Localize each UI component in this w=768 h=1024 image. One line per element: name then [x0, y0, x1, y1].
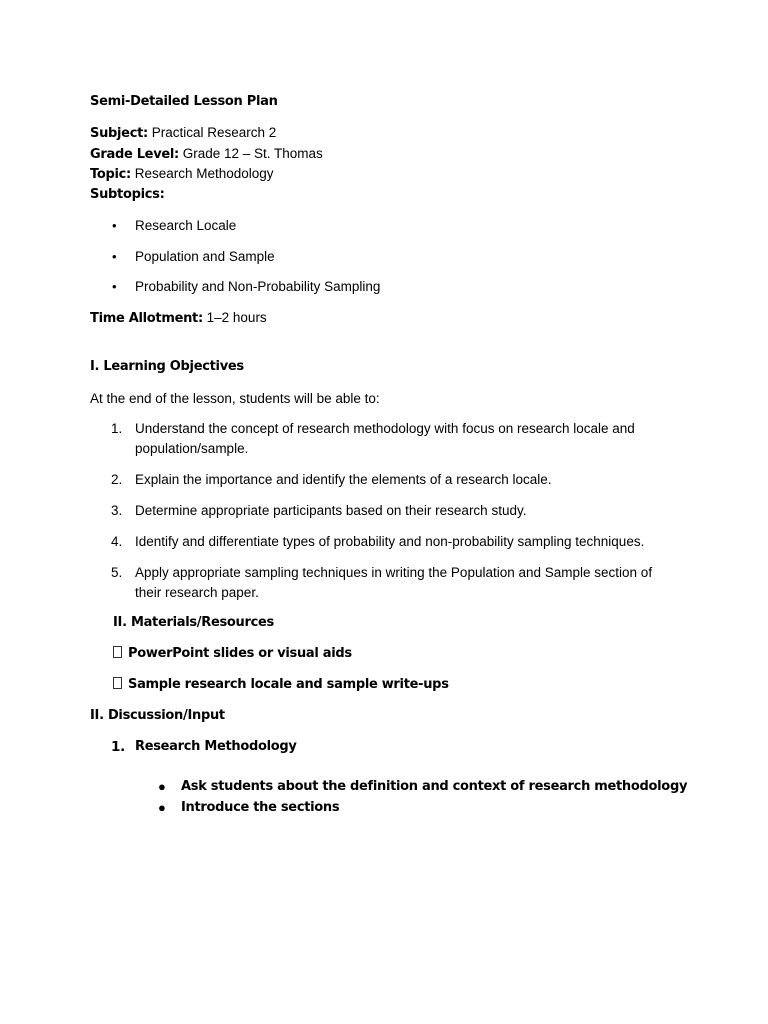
materials-item	[113, 645, 352, 663]
bullet-icon: ●	[158, 779, 166, 794]
grade-label: Grade Level:	[90, 147, 179, 162]
time-label: Time Allotment:	[90, 311, 203, 326]
item-number: 5.	[111, 565, 123, 580]
bullet-icon: •	[112, 279, 117, 294]
bullet-icon: •	[112, 218, 117, 233]
topic-label: Topic:	[90, 167, 131, 182]
topic-value: Research Methodology	[134, 166, 274, 181]
objectives-heading: I. Learning Objectives	[90, 359, 244, 374]
list-item: Understand the concept of research methodology with focus on research locale and population/sample.	[135, 421, 635, 456]
discussion-heading: II. Discussion/Input	[90, 708, 225, 723]
subject-value: Practical Research 2	[151, 125, 277, 140]
list-item: Population and Sample	[135, 249, 275, 264]
subtopics-line	[90, 185, 164, 204]
subtopics-label: Subtopics:	[90, 187, 165, 202]
list-item: Ask students about the definition and context of research methodology	[181, 779, 688, 794]
subject-line	[90, 124, 276, 143]
item-number: 1.	[111, 739, 125, 755]
list-item: Probability and Non-Probability Sampling	[135, 279, 381, 294]
materials-heading: II. Materials/Resources	[113, 615, 274, 630]
bullet-icon: •	[112, 249, 117, 264]
materials-item	[113, 676, 449, 694]
materials-item-label: Sample research locale and sample write-ups	[128, 677, 449, 692]
grade-value: Grade 12 – St. Thomas	[182, 146, 323, 161]
list-item: Determine appropriate participants based on their research study.	[135, 503, 527, 518]
list-item: Introduce the sections	[181, 800, 340, 815]
time-line	[90, 309, 267, 328]
bullet-icon: ●	[158, 800, 166, 815]
subject-label: Subject:	[90, 126, 148, 141]
time-value: 1–2 hours	[206, 310, 267, 325]
checkbox-glyph-icon	[113, 646, 122, 658]
list-item: Apply appropriate sampling techniques in writing the Population and Sample section of their research paper.	[135, 565, 653, 600]
checkbox-glyph-icon	[113, 677, 122, 689]
item-number: 4.	[111, 534, 123, 549]
list-item: Research Locale	[135, 218, 237, 233]
objectives-intro: At the end of the lesson, students will be able to:	[90, 391, 380, 406]
discussion-item-label: Research Methodology	[135, 739, 297, 754]
list-item: Identify and differentiate types of probability and non-probability sampling techniques.	[135, 534, 645, 549]
topic-line	[90, 165, 274, 184]
document-title: Semi-Detailed Lesson Plan	[90, 94, 278, 109]
list-item: Explain the importance and identify the elements of a research locale.	[135, 472, 552, 487]
materials-item-label: PowerPoint slides or visual aids	[128, 646, 352, 661]
item-number: 3.	[111, 503, 123, 518]
grade-line	[90, 145, 323, 164]
item-number: 2.	[111, 472, 123, 487]
item-number: 1.	[111, 421, 123, 436]
